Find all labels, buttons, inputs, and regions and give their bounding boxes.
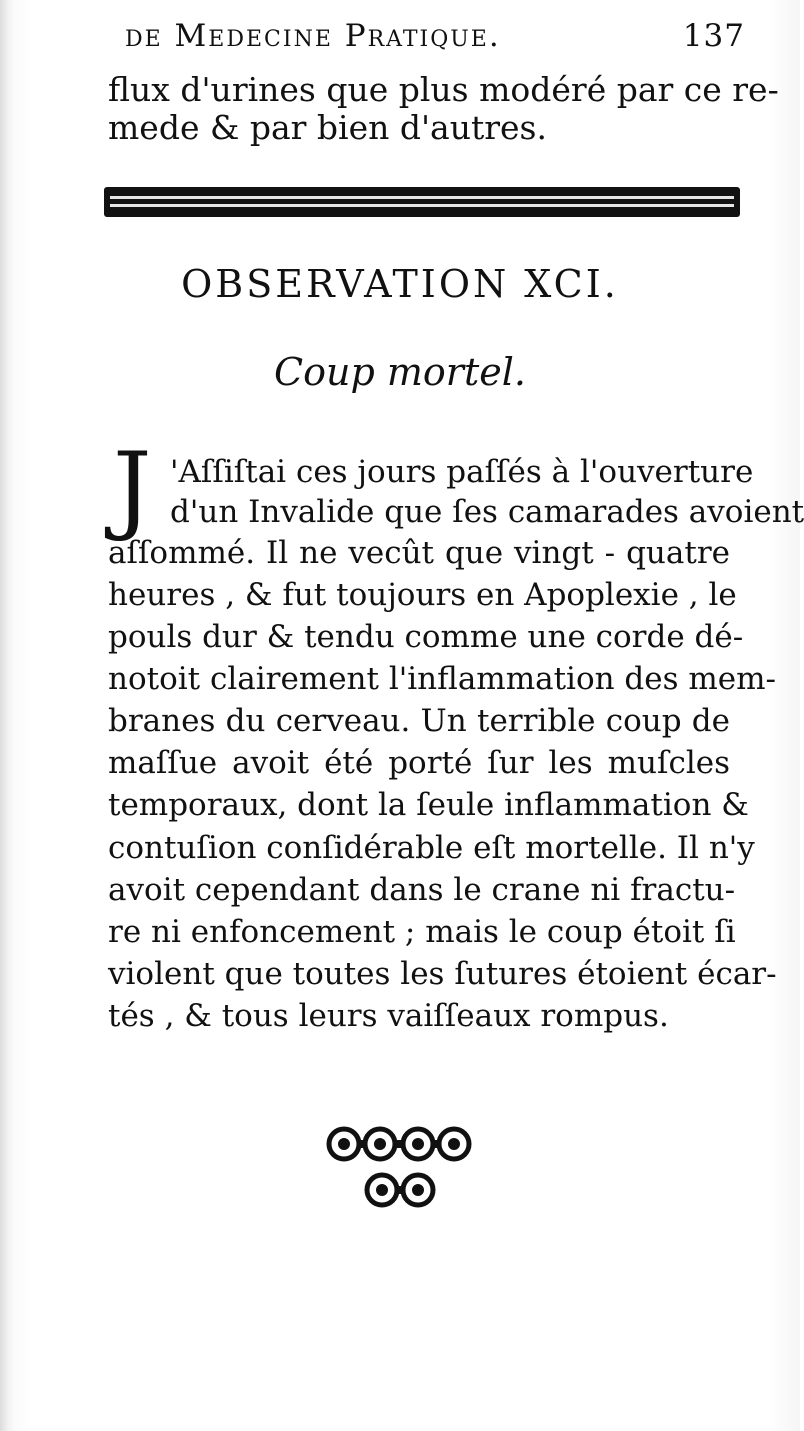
body-line: 'Aſſiſtai ces jours paſſés à l'ouverture <box>170 454 754 490</box>
section-title: OBSERVATION XCI. <box>181 262 619 306</box>
body-line: d'un Invalide que ſes camarades avoient <box>170 494 804 530</box>
carryover-line: flux d'urines que plus modéré par ce re- <box>108 70 779 109</box>
body-line: avoit cependant dans le crane ni fractu- <box>108 872 736 908</box>
running-header <box>125 18 745 54</box>
body-line: tés , & tous leurs vaiſſeaux rompus. <box>108 998 669 1034</box>
fleuron-icon <box>310 1118 490 1218</box>
body-line: contuſion conſidérable eſt mortelle. Il n'y <box>108 830 755 866</box>
body-line: re ni enfoncement ; mais le coup étoit ſi <box>108 914 736 950</box>
body-line: violent que toutes les ſutures étoient écar- <box>108 956 777 992</box>
carryover-line: mede & par bien d'autres. <box>108 108 547 147</box>
body-line: temporaux, dont la ſeule inflammation & <box>108 787 749 823</box>
running-title: de Medecine Pratique. <box>125 18 501 54</box>
page-number: 137 <box>682 18 745 54</box>
section-subtitle: Coup mortel. <box>274 350 526 394</box>
body-line: notoit clairement l'inflammation des mem- <box>108 661 776 697</box>
body-line: pouls dur & tendu comme une corde dé- <box>108 619 744 655</box>
body-line: branes du cerveau. Un terrible coup de <box>108 703 730 739</box>
section-divider-rule <box>104 187 740 217</box>
drop-cap: J <box>113 432 152 544</box>
tailpiece-ornament <box>0 1118 800 1218</box>
body-line: aſſommé. Il ne vecût que vingt - quatre <box>108 535 730 571</box>
body-line: maſſue avoit été porté ſur les muſcles <box>108 745 730 781</box>
body-line: heures , & fut toujours en Apoplexie , le <box>108 577 737 613</box>
